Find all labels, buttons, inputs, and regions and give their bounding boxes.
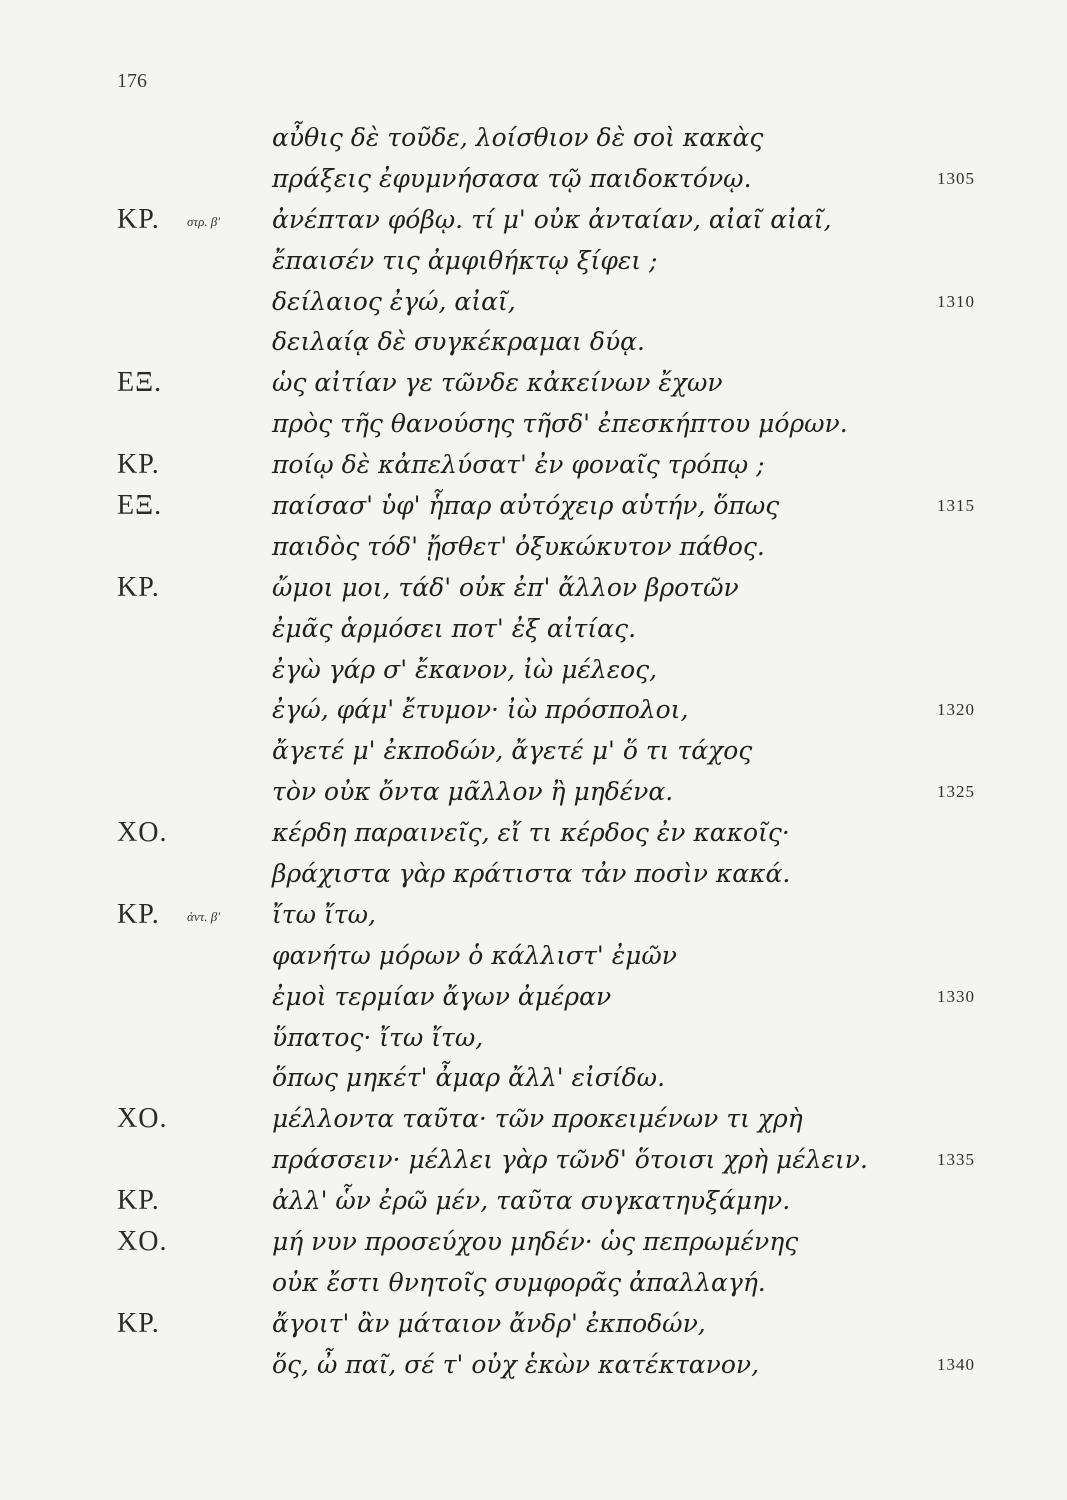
- speaker-label: ΚΡ.: [117, 898, 160, 930]
- verse-line: [0, 568, 1067, 609]
- verse-line: [0, 1099, 1067, 1140]
- verse-text: ἀλλ' ὧν ἐρῶ μέν, ταῦτα συγκατηυξάμην.: [272, 1186, 791, 1216]
- verse-line: [0, 282, 1067, 323]
- speaker-label: ΚΡ.: [117, 571, 160, 603]
- speaker-label: ΚΡ.: [117, 449, 160, 481]
- verse-text: ἐμᾶς ἁρμόσει ποτ' ἐξ αἰτίας.: [272, 613, 637, 643]
- line-number: 1305: [937, 168, 975, 188]
- verse-text: ὅπως μηκέτ' ἆμαρ ἄλλ' εἰσίδω.: [272, 1063, 666, 1093]
- verse-text: οὐκ ἔστι θνητοῖς συμφορᾶς ἀπαλλαγή.: [272, 1267, 766, 1297]
- verse-line: [0, 1018, 1067, 1059]
- line-number: 1320: [937, 700, 975, 720]
- verse-text: ἀνέπταν φόβῳ. τί μ' οὐκ ἀνταίαν, αἰαῖ αἰαῖ,: [272, 204, 832, 234]
- verse-text: ἐγώ, φάμ' ἔτυμον· ἰὼ πρόσπολοι,: [272, 695, 689, 725]
- verse-text: παιδὸς τόδ' ᾔσθετ' ὀξυκώκυτον πάθος.: [272, 531, 765, 561]
- verse-line: [0, 1181, 1067, 1222]
- speaker-label: ΧΟ.: [117, 1103, 168, 1135]
- verse-line: [0, 445, 1067, 486]
- verse-line: [0, 731, 1067, 772]
- verse-line: [0, 159, 1067, 200]
- verse-line: [0, 609, 1067, 650]
- verse-line: [0, 936, 1067, 977]
- speaker-label: ΧΟ.: [117, 817, 168, 849]
- verse-text: δείλαιος ἐγώ, αἰαῖ,: [272, 286, 516, 316]
- verse-text: ὕπατος· ἴτω ἴτω,: [272, 1022, 484, 1052]
- strophe-mark: ἀντ. β': [187, 908, 221, 924]
- line-number: 1340: [937, 1354, 975, 1374]
- verse-line: [0, 118, 1067, 159]
- line-number: 1330: [937, 986, 975, 1006]
- speaker-label: ΧΟ.: [117, 1226, 168, 1258]
- verse-line: [0, 854, 1067, 895]
- verse-text: μέλλοντα ταῦτα· τῶν προκειμένων τι χρὴ: [272, 1104, 803, 1134]
- verse-text: πράξεις ἐφυμνήσασα τῷ παιδοκτόνῳ.: [272, 163, 752, 193]
- verse-text: ἴτω ἴτω,: [272, 899, 376, 929]
- verse-text: αὖθις δὲ τοῦδε, λοίσθιον δὲ σοὶ κακὰς: [272, 123, 764, 152]
- verse-line: [0, 322, 1067, 363]
- verse-text: βράχιστα γὰρ κράτιστα τἀν ποσὶν κακά.: [272, 859, 791, 889]
- verse-text: ποίῳ δὲ κἀπελύσατ' ἐν φοναῖς τρόπῳ ;: [272, 450, 765, 480]
- verse-line: [0, 1140, 1067, 1181]
- verse-line: [0, 772, 1067, 813]
- verse-text: ἔπαισέν τις ἀμφιθήκτῳ ξίφει ;: [272, 245, 658, 275]
- verse-line: [0, 813, 1067, 854]
- line-number: 1310: [937, 291, 975, 311]
- verse-line: [0, 200, 1067, 241]
- verse-text: ἄγετέ μ' ἐκποδών, ἄγετέ μ' ὅ τι τάχος: [272, 736, 753, 766]
- line-number: 1325: [937, 782, 975, 802]
- speaker-label: ΚΡ.: [117, 203, 160, 235]
- strophe-mark: στρ. β': [187, 213, 221, 229]
- speaker-label: ΚΡ.: [117, 1185, 160, 1217]
- speaker-label: ΕΞ.: [117, 367, 163, 399]
- verse-line: [0, 977, 1067, 1018]
- verse-text: πράσσειν· μέλλει γὰρ τῶνδ' ὅτοισι χρὴ μέλειν.: [272, 1145, 868, 1175]
- speaker-label: ΚΡ.: [117, 1307, 160, 1339]
- verse-line: [0, 895, 1067, 936]
- verse-line: [0, 527, 1067, 568]
- verse-text: τὸν οὐκ ὄντα μᾶλλον ἢ μηδένα.: [272, 777, 674, 807]
- verse-line: [0, 690, 1067, 731]
- verse-text: ἄγοιτ' ἂν μάταιον ἄνδρ' ἐκποδών,: [272, 1308, 706, 1338]
- verse-line: [0, 1263, 1067, 1304]
- line-number: 1335: [937, 1150, 975, 1170]
- verse-line: [0, 650, 1067, 691]
- verse-text: ὅς, ὦ παῖ, σέ τ' οὐχ ἑκὼν κατέκτανον,: [272, 1349, 760, 1379]
- verse-line: [0, 1304, 1067, 1345]
- line-number: 1315: [937, 496, 975, 516]
- verse-text: φανήτω μόρων ὁ κάλλιστ' ἐμῶν: [272, 940, 677, 970]
- verse-line: [0, 1058, 1067, 1099]
- verse-text: δειλαίᾳ δὲ συγκέκραμαι δύᾳ.: [272, 327, 645, 357]
- verse-line: [0, 241, 1067, 282]
- verse-text: πρὸς τῆς θανούσης τῆσδ' ἐπεσκήπτου μόρων.: [272, 409, 848, 439]
- verse-line: [0, 363, 1067, 404]
- verse-block: [0, 118, 1067, 1386]
- verse-text: ὡς αἰτίαν γε τῶνδε κἀκείνων ἔχων: [272, 368, 723, 398]
- verse-text: ἐγὼ γάρ σ' ἔκανον, ἰὼ μέλεος,: [272, 654, 658, 684]
- verse-text: παίσασ' ὑφ' ἧπαρ αὐτόχειρ αὑτήν, ὅπως: [272, 491, 780, 521]
- verse-line: [0, 1222, 1067, 1263]
- speaker-label: ΕΞ.: [117, 490, 163, 522]
- verse-text: κέρδη παραινεῖς, εἴ τι κέρδος ἐν κακοῖς·: [272, 818, 790, 848]
- verse-line: [0, 404, 1067, 445]
- page-number: 176: [117, 70, 147, 92]
- verse-text: μή νυν προσεύχου μηδέν· ὡς πεπρωμένης: [272, 1227, 799, 1257]
- verse-line: [0, 1345, 1067, 1386]
- verse-line: [0, 486, 1067, 527]
- verse-text: ὤμοι μοι, τάδ' οὐκ ἐπ' ἄλλον βροτῶν: [272, 572, 739, 602]
- verse-text: ἐμοὶ τερμίαν ἄγων ἀμέραν: [272, 981, 612, 1011]
